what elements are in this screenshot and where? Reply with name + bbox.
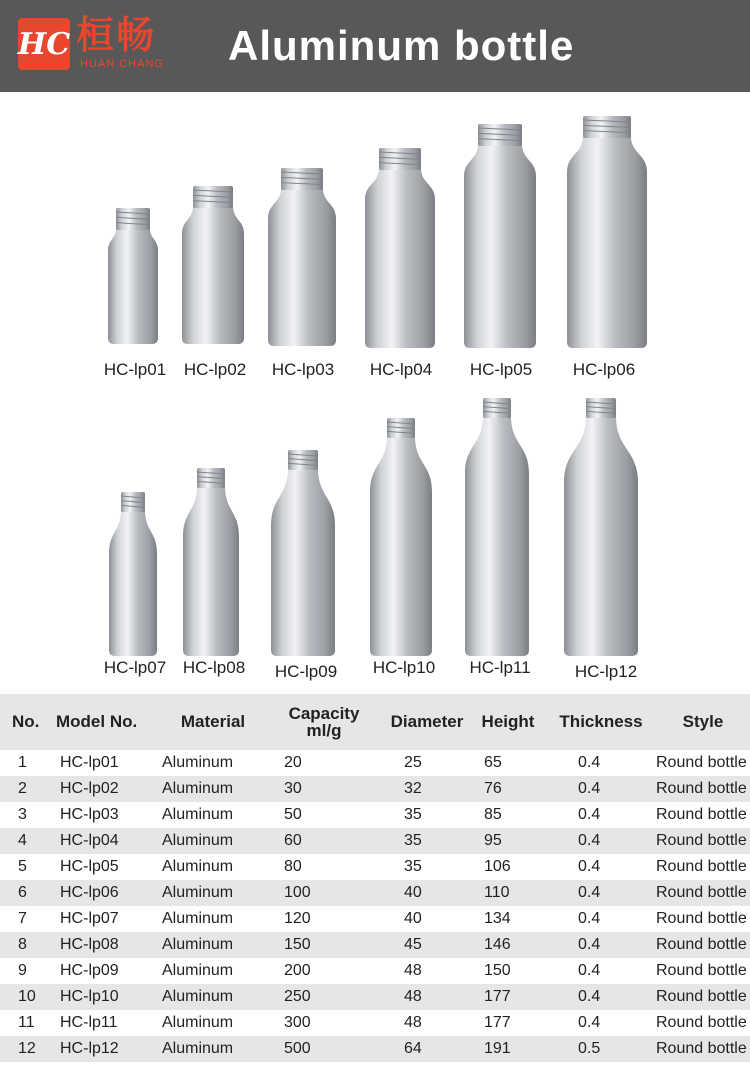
cell-height: 110 [470,880,546,906]
header-capacity-line2: ml/g [306,721,342,740]
cell-diameter: 35 [404,806,422,823]
cell-capacity: 30 [264,776,384,802]
cell-capacity: 250 [264,984,384,1010]
product-model-caption: HC-lp06 [572,360,636,379]
cell-capacity: 120 [284,910,311,927]
bottle-body [271,468,335,656]
brand-logo-mark: HC [18,18,70,70]
cell-height: 134 [484,910,511,927]
cell-material: Aluminum [162,828,264,854]
spec-table [0,694,750,1062]
cell-style: Round bottle [656,880,750,906]
cell-diameter: 25 [404,754,422,771]
header-material: Material [162,694,264,750]
table-row [0,750,750,776]
table-row [0,1010,750,1036]
product-model-caption: HC-lp07 [103,658,167,677]
cell-style: Round bottle [656,1036,750,1062]
bottle-body [182,206,244,344]
product-model-caption: HC-lp04 [369,360,433,379]
product-model-caption: HC-lp12 [574,662,638,681]
product-bottle-12 [554,396,648,662]
cell-height: 76 [470,776,546,802]
brand-logo-chinese: 桓畅 [76,15,157,57]
cell-style: Round bottle [656,910,747,927]
brand-logo-english: HUAN CHANG [80,58,164,70]
cell-no: 11 [18,1014,35,1031]
bottle-body [109,510,157,656]
bottle-body [465,416,529,656]
cell-height: 85 [484,806,502,823]
table-row [0,984,750,1010]
cell-height: 150 [484,962,511,979]
cell-thickness: 0.4 [578,754,601,771]
cell-height: 146 [470,932,546,958]
header-no: No. [0,694,56,750]
cell-thickness: 0.4 [578,1014,601,1031]
header-model: Model No. [56,694,162,750]
product-model-caption: HC-lp10 [372,658,436,677]
aluminum-bottle-image [99,490,167,662]
cell-material: Aluminum [162,962,234,979]
product-model-caption: HC-lp03 [271,360,335,379]
product-model-caption: HC-lp02 [183,360,247,379]
cell-style: Round bottle [656,1014,747,1031]
cell-style: Round bottle [656,984,750,1010]
cell-material: Aluminum [162,806,234,823]
cell-model: HC-lp04 [56,828,162,854]
aluminum-bottle-image [172,184,254,350]
cell-material: Aluminum [162,776,264,802]
cell-no: 6 [0,880,56,906]
cell-model: HC-lp09 [60,962,119,979]
cell-capacity: 200 [284,962,311,979]
cell-material: Aluminum [162,984,264,1010]
aluminum-bottle-image [261,448,345,662]
cell-no: 1 [18,754,27,771]
cell-height: 177 [470,984,546,1010]
cell-model: HC-lp03 [60,806,119,823]
cell-no: 3 [18,806,27,823]
cell-style: Round bottle [656,754,747,771]
cell-capacity: 150 [264,932,384,958]
aluminum-bottle-image [554,396,648,662]
product-bottle-2 [172,184,254,350]
cell-no: 5 [18,858,27,875]
table-row [0,854,750,880]
header-height: Height [470,694,546,750]
table-row [0,958,750,984]
cell-material: Aluminum [162,880,264,906]
cell-no: 8 [0,932,56,958]
cell-material: Aluminum [162,910,234,927]
cell-capacity: 300 [284,1014,311,1031]
product-bottle-9 [261,448,345,662]
product-bottle-5 [454,122,546,354]
cell-height: 106 [484,858,511,875]
cell-height: 95 [470,828,546,854]
cell-capacity: 500 [264,1036,384,1062]
cell-thickness: 0.5 [546,1036,656,1062]
cell-no: 9 [18,962,27,979]
bottle-body [268,188,336,346]
cell-no: 12 [0,1036,56,1062]
cell-diameter: 35 [404,858,422,875]
cell-thickness: 0.4 [546,776,656,802]
cell-capacity: 20 [284,754,302,771]
table-row [0,880,750,906]
cell-diameter: 64 [384,1036,470,1062]
product-bottle-4 [355,146,445,354]
cell-thickness: 0.4 [578,910,601,927]
cell-model: HC-lp05 [60,858,119,875]
cell-model: HC-lp10 [56,984,162,1010]
cell-thickness: 0.4 [578,962,601,979]
cell-thickness: 0.4 [546,932,656,958]
header-style: Style [656,694,750,750]
cell-diameter: 48 [404,1014,422,1031]
product-bottle-1 [98,206,168,350]
cell-material: Aluminum [162,858,234,875]
cell-model: HC-lp11 [60,1014,118,1031]
cell-model: HC-lp08 [56,932,162,958]
cell-material: Aluminum [162,1014,234,1031]
cell-model: HC-lp06 [56,880,162,906]
cell-capacity: 80 [284,858,302,875]
product-bottle-6 [557,114,657,354]
product-bottle-10 [360,416,442,662]
cell-capacity: 50 [284,806,302,823]
table-row [0,1036,750,1062]
cell-material: Aluminum [162,754,234,771]
cell-thickness: 0.4 [578,858,601,875]
cell-material: Aluminum [162,1036,264,1062]
cell-thickness: 0.4 [546,984,656,1010]
aluminum-bottle-image [455,396,539,662]
product-model-caption: HC-lp08 [182,658,246,677]
cell-height: 65 [484,754,502,771]
cell-no: 4 [0,828,56,854]
product-model-caption: HC-lp05 [469,360,533,379]
product-bottle-8 [173,466,249,662]
cell-model: HC-lp12 [56,1036,162,1062]
cell-diameter: 45 [384,932,470,958]
cell-material: Aluminum [162,932,264,958]
cell-no: 2 [0,776,56,802]
cell-height: 191 [470,1036,546,1062]
table-row [0,932,750,958]
cell-height: 177 [484,1014,511,1031]
bottle-body [464,144,536,348]
cell-model: HC-lp07 [60,910,119,927]
bottle-body [564,416,638,656]
bottle-body [183,486,239,656]
aluminum-bottle-image [258,166,346,352]
aluminum-bottle-image [454,122,546,354]
cell-diameter: 40 [384,880,470,906]
header-capacity-line1: Capacity [288,704,360,723]
product-model-caption: HC-lp11 [469,658,531,677]
product-model-caption: HC-lp01 [103,360,167,379]
header-thickness: Thickness [546,694,656,750]
aluminum-bottle-image [360,416,442,662]
table-row [0,906,750,932]
product-bottle-7 [99,490,167,662]
cell-thickness: 0.4 [546,880,656,906]
table-row [0,776,750,802]
cell-no: 10 [0,984,56,1010]
table-header-row [0,694,750,750]
cell-style: Round bottle [656,828,750,854]
cell-style: Round bottle [656,932,750,958]
bottle-body [370,436,432,656]
cell-diameter: 35 [384,828,470,854]
product-gallery [0,92,750,692]
product-bottle-3 [258,166,346,352]
cell-model: HC-lp02 [56,776,162,802]
page-title: Aluminum bottle [228,22,575,69]
bottle-body [567,136,647,348]
cell-style: Round bottle [656,776,750,802]
bottle-body [108,228,158,344]
table-row [0,828,750,854]
cell-diameter: 32 [384,776,470,802]
cell-diameter: 40 [404,910,422,927]
cell-capacity: 60 [264,828,384,854]
bottle-body [365,168,435,348]
header-diameter: Diameter [384,694,470,750]
spec-table-body [0,750,750,1062]
header-capacity [264,694,384,750]
cell-style: Round bottle [656,962,747,979]
table-row [0,802,750,828]
cell-capacity: 100 [264,880,384,906]
aluminum-bottle-image [173,466,249,662]
cell-thickness: 0.4 [578,806,601,823]
product-bottle-11 [455,396,539,662]
cell-style: Round bottle [656,858,747,875]
cell-style: Round bottle [656,806,747,823]
aluminum-bottle-image [557,114,657,354]
cell-no: 7 [18,910,27,927]
cell-diameter: 48 [404,962,422,979]
cell-model: HC-lp01 [60,754,119,771]
aluminum-bottle-image [355,146,445,354]
header-banner [0,0,750,92]
cell-diameter: 48 [384,984,470,1010]
product-model-caption: HC-lp09 [274,662,338,681]
aluminum-bottle-image [98,206,168,350]
cell-thickness: 0.4 [546,828,656,854]
